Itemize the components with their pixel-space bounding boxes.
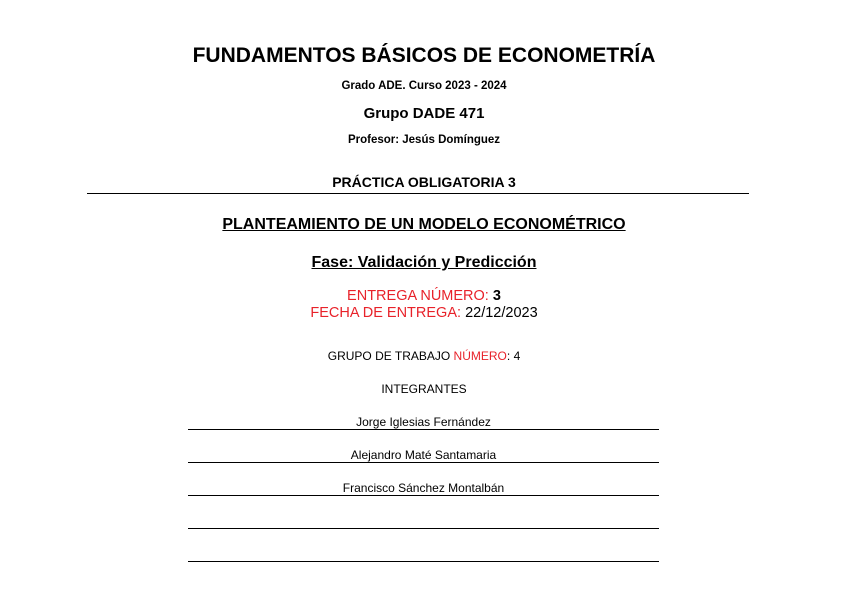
member-name-3: Francisco Sánchez Montalbán — [342, 481, 505, 495]
member-line-3 — [188, 495, 659, 496]
member-line-1 — [188, 429, 659, 430]
degree-course: Grado ADE. Curso 2023 - 2024 — [341, 80, 507, 92]
work-group-number: 4 — [513, 349, 521, 363]
delivery-info — [0, 288, 848, 322]
practice-title: PRÁCTICA OBLIGATORIA 3 — [332, 174, 516, 190]
professor-name: Profesor: Jesús Domínguez — [347, 134, 501, 146]
phase-heading: Fase: Validación y Predicción — [311, 254, 537, 271]
work-group-label: GRUPO DE TRABAJO — [327, 349, 454, 363]
members-label: INTEGRANTES — [381, 382, 467, 396]
member-line-2 — [188, 462, 659, 463]
work-group-number-label: NÚMERO — [453, 349, 507, 363]
work-group-colon: : — [506, 349, 511, 363]
delivery-date-row — [0, 305, 848, 322]
header-divider — [87, 193, 749, 194]
delivery-number-value: 3 — [492, 288, 501, 304]
member-name-1: Jorge Iglesias Fernández — [356, 415, 491, 429]
delivery-number-row — [0, 288, 848, 305]
member-name-2: Alejandro Maté Santamaria — [350, 448, 497, 462]
delivery-date-value: 22/12/2023 — [465, 305, 538, 321]
document-title: FUNDAMENTOS BÁSICOS DE ECONOMETRÍA — [192, 44, 656, 67]
member-line-5 — [188, 561, 659, 562]
delivery-number-label: ENTREGA NÚMERO: — [347, 288, 489, 304]
work-group-row — [0, 349, 848, 363]
section-heading: PLANTEAMIENTO DE UN MODELO ECONOMÉTRICO — [222, 216, 626, 233]
member-line-4 — [188, 528, 659, 529]
delivery-date-label: FECHA DE ENTREGA: — [310, 305, 462, 321]
group-name: Grupo DADE 471 — [363, 105, 485, 122]
